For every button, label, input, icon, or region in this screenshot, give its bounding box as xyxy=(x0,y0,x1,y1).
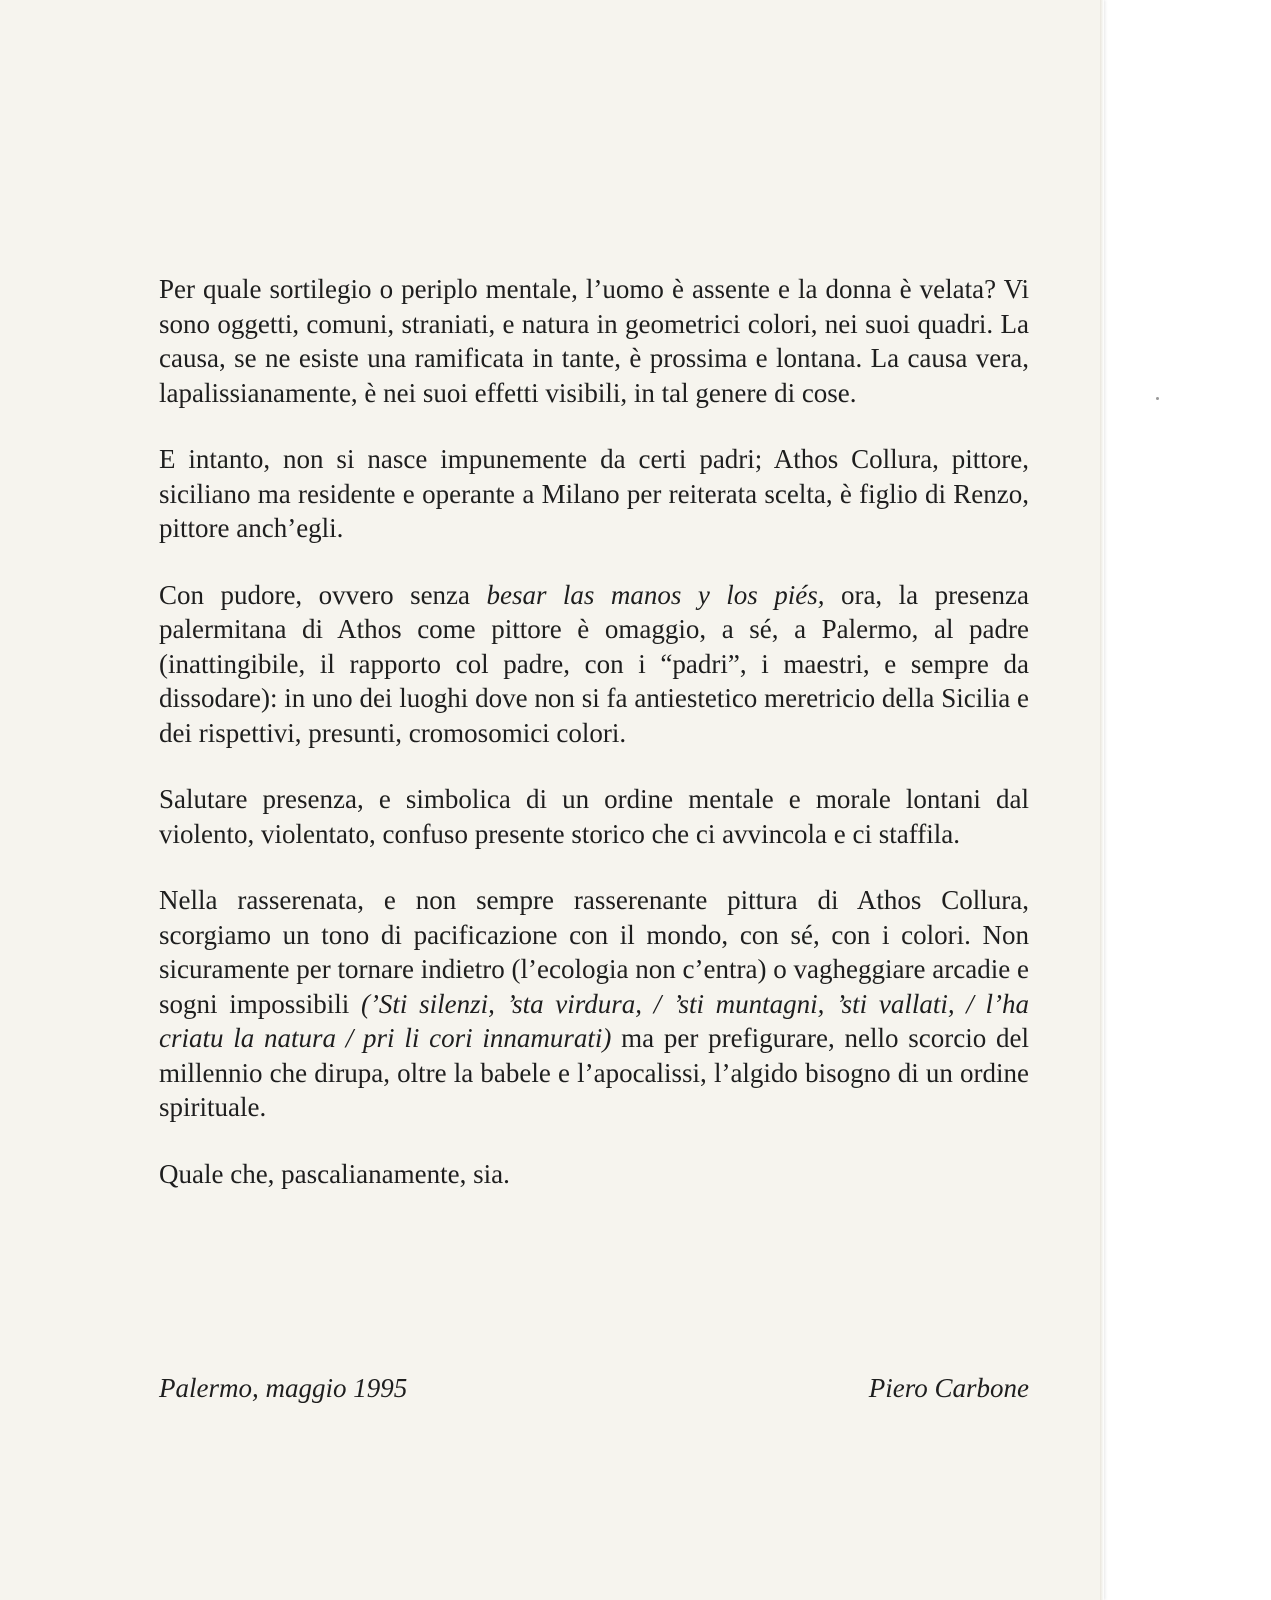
dust-speck xyxy=(1156,397,1159,400)
paragraph-3-italic-phrase: besar las manos y los piés, xyxy=(486,579,825,610)
paragraph-3-text-b: ora, la presenza palermitana di Athos come pittore è omaggio, a sé, a Palermo, al padre (inattingibile, il rapporto col padre, con i “padri”, i maestri, e sempre da dissodare): in uno dei luoghi dove non si fa antiestetico meretricio della Sicilia e dei rispettivi, presunti, cromosomici colori. xyxy=(159,579,1030,748)
author-name: Piero Carbone xyxy=(868,1373,1029,1403)
paragraph-5-text-b: ma per prefigurare, nello scorcio del millennio che dirupa, oltre la babele e l’apocalissi, l’algido bisogno di un ordine spirituale. xyxy=(159,1023,1029,1122)
paragraph-6-text: Quale che, pascalianamente, sia. xyxy=(159,1158,510,1189)
paragraph-2-text: E intanto, non si nasce impunemente da certi padri; Athos Collura, pittore, siciliano ma residente e operante a Milano per reiterata scelta, è figlio di Renzo, pittore anch’egli. xyxy=(159,444,1029,543)
paragraph-3 xyxy=(159,578,1029,751)
paragraph-4 xyxy=(159,782,1029,851)
paragraph-5 xyxy=(159,883,1029,1125)
paragraph-6 xyxy=(159,1157,1029,1192)
signature-row xyxy=(159,1373,1029,1404)
paragraph-5-text-a: Nella rasserenata, e non sempre rasserenante pittura di Athos Collura, scorgiamo un tono di pacificazione con il mondo, con sé, con i colori. Non sicuramente per tornare indietro (l’ecologia non c’entra) o vagheggiare arcadie e sogni impossibili xyxy=(159,885,1029,1019)
paragraph-1-text: Per quale sortilegio o periplo mentale, l’uomo è assente e la donna è velata? Vi sono oggetti, comuni, straniati, e natura in geometrici colori, nei suoi quadri. La causa, se ne esiste una ramificata in tante, è prossima e lontana. La causa vera, lapalissianamente, è nei suoi effetti visibili, in tal genere di cose. xyxy=(159,274,1029,408)
paragraph-5-italic-verse: (’Sti silenzi, ’sta virdura, / ’sti muntagni, ’sti vallati, / l’ha criatu la natura / pri li cori innamurati) xyxy=(159,988,1029,1053)
paragraph-4-text: Salutare presenza, e simbolica di un ordine mentale e morale lontani dal violento, violentato, confuso presente storico che ci avvincola e ci staffila. xyxy=(159,784,1029,849)
place-date: Palermo, maggio 1995 xyxy=(159,1373,408,1403)
paragraph-3-text-a: Con pudore, ovvero senza xyxy=(159,579,487,610)
paragraph-1 xyxy=(159,272,1029,410)
body-text xyxy=(159,272,1029,1223)
paper-edge xyxy=(1100,0,1104,1600)
paragraph-2 xyxy=(159,442,1029,546)
